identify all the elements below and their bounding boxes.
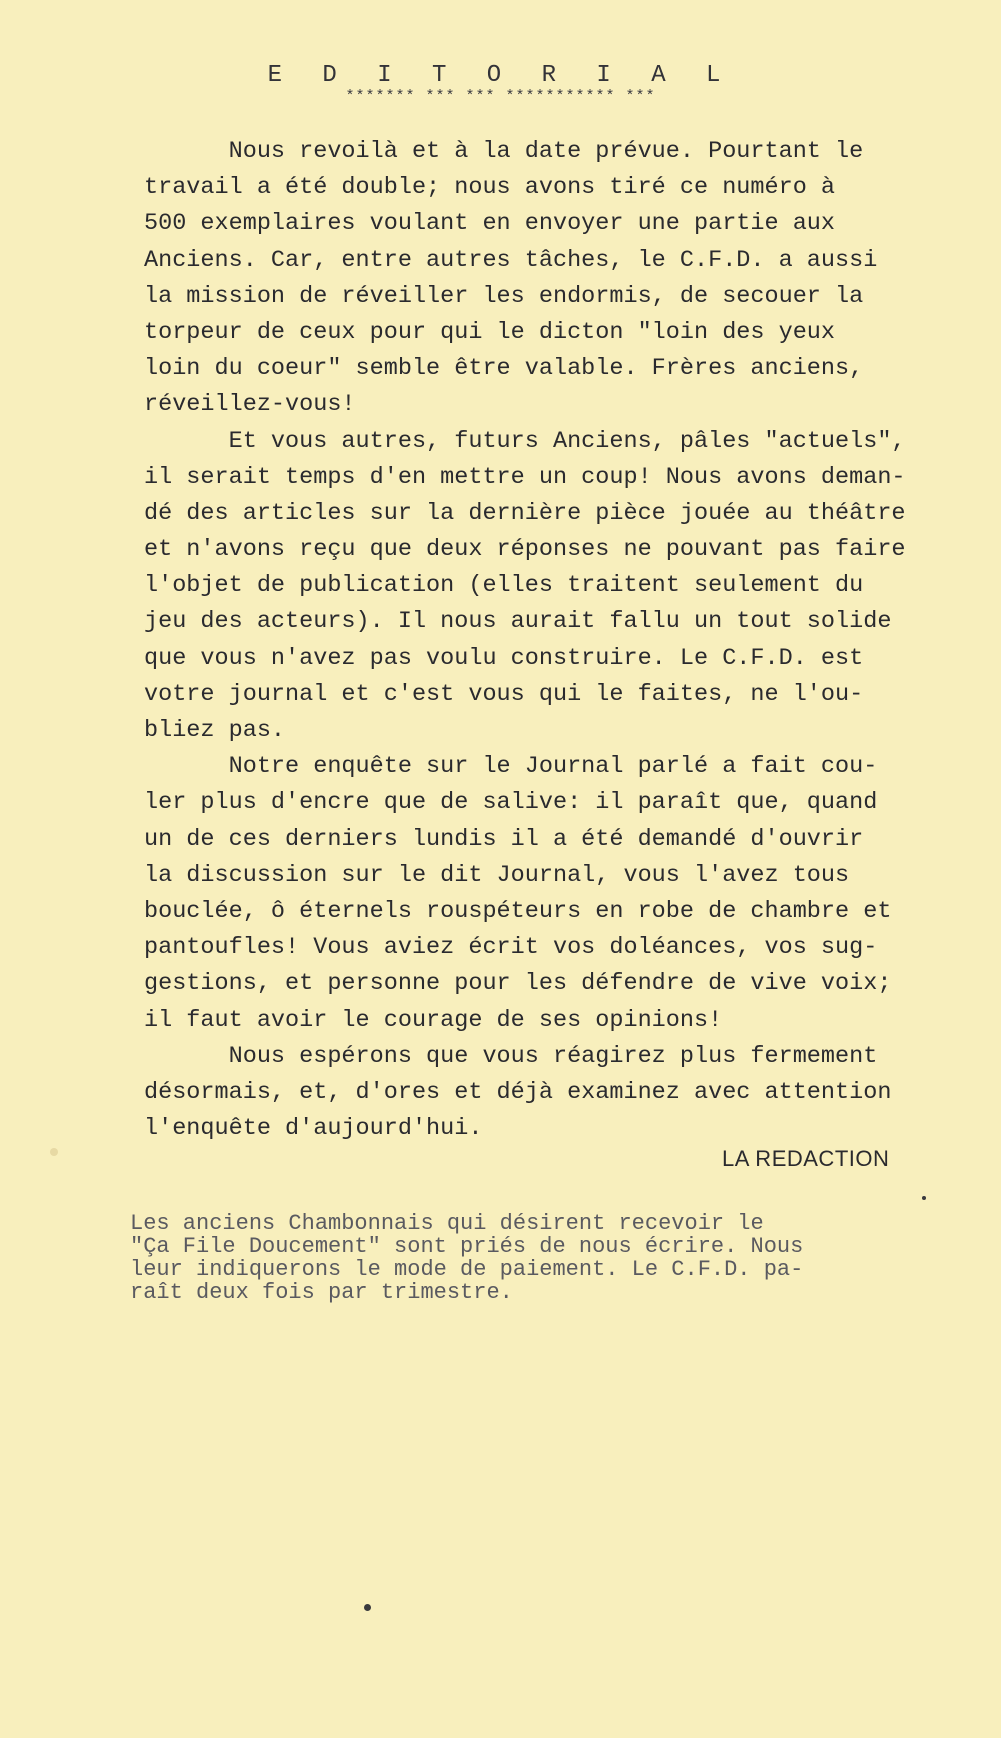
body-line: gestions, et personne pour les défendre de vive voix; (144, 970, 892, 998)
body-line: un de ces derniers lundis il a été demandé d'ouvrir (144, 825, 864, 853)
editorial-body (144, 134, 944, 1147)
body-line: Et vous autres, futurs Anciens, pâles "actuels", (144, 427, 906, 455)
body-line: que vous n'avez pas voulu construire. Le C.F.D. est (144, 644, 864, 672)
body-line: pantoufles! Vous aviez écrit vos doléances, vos sug- (144, 934, 878, 962)
body-line: Nous espérons que vous réagirez plus fermement (144, 1042, 878, 1070)
body-line: loin du coeur" semble être valable. Frères anciens, (144, 355, 864, 383)
body-line: l'enquête d'aujourd'hui. (144, 1115, 483, 1143)
body-line: 500 exemplaires voulant en envoyer une partie aux (144, 210, 836, 238)
body-line: et n'avons reçu que deux réponses ne pouvant pas faire (144, 536, 906, 564)
body-line: il serait temps d'en mettre un coup! Nous avons deman- (144, 463, 906, 491)
footer-line: Les anciens Chambonnais qui désirent recevoir le (130, 1211, 764, 1236)
body-line: réveillez-vous! (144, 391, 356, 419)
body-line: votre journal et c'est vous qui le faites, ne l'ou- (144, 680, 864, 708)
body-line: Notre enquête sur le Journal parlé a fait cou- (144, 753, 878, 781)
signature: LA REDACTION (722, 1146, 890, 1171)
body-line: Anciens. Car, entre autres tâches, le C.F.D. a aussi (144, 246, 878, 274)
body-line: torpeur de ceux pour qui le dicton "loin des yeux (144, 318, 836, 346)
body-line: jeu des acteurs). Il nous aurait fallu un tout solide (144, 608, 892, 636)
ink-dot (364, 1604, 371, 1611)
body-line: ler plus d'encre que de salive: il paraît que, quand (144, 789, 878, 817)
body-line: dé des articles sur la dernière pièce jouée au théâtre (144, 499, 906, 527)
body-line: bouclée, ô éternels rouspéteurs en robe de chambre et (144, 897, 892, 925)
editorial-title: E D I T O R I A L (267, 62, 734, 89)
footer-line: leur indiquerons le mode de paiement. Le C.F.D. pa- (130, 1257, 804, 1282)
body-line: la mission de réveiller les endormis, de secouer la (144, 282, 864, 310)
body-line: il faut avoir le courage de ses opinions! (144, 1006, 723, 1034)
title-underline-stars: ******* *** *** *********** *** (345, 88, 656, 105)
body-line: la discussion sur le dit Journal, vous l'avez tous (144, 861, 850, 889)
footer-line: "Ça File Doucement" sont priés de nous écrire. Nous (130, 1234, 804, 1259)
footer-line: raît deux fois par trimestre. (130, 1280, 513, 1305)
body-line: bliez pas. (144, 717, 286, 744)
body-line: l'objet de publication (elles traitent seulement du (144, 572, 864, 600)
body-line: désormais, et, d'ores et déjà examinez avec attention (144, 1078, 892, 1106)
body-line: travail a été double; nous avons tiré ce numéro à (144, 174, 836, 202)
ink-dot (922, 1196, 926, 1200)
paper-stain (50, 1148, 58, 1156)
body-line: Nous revoilà et à la date prévue. Pourtant le (144, 138, 864, 165)
footer-notice (130, 1212, 910, 1304)
